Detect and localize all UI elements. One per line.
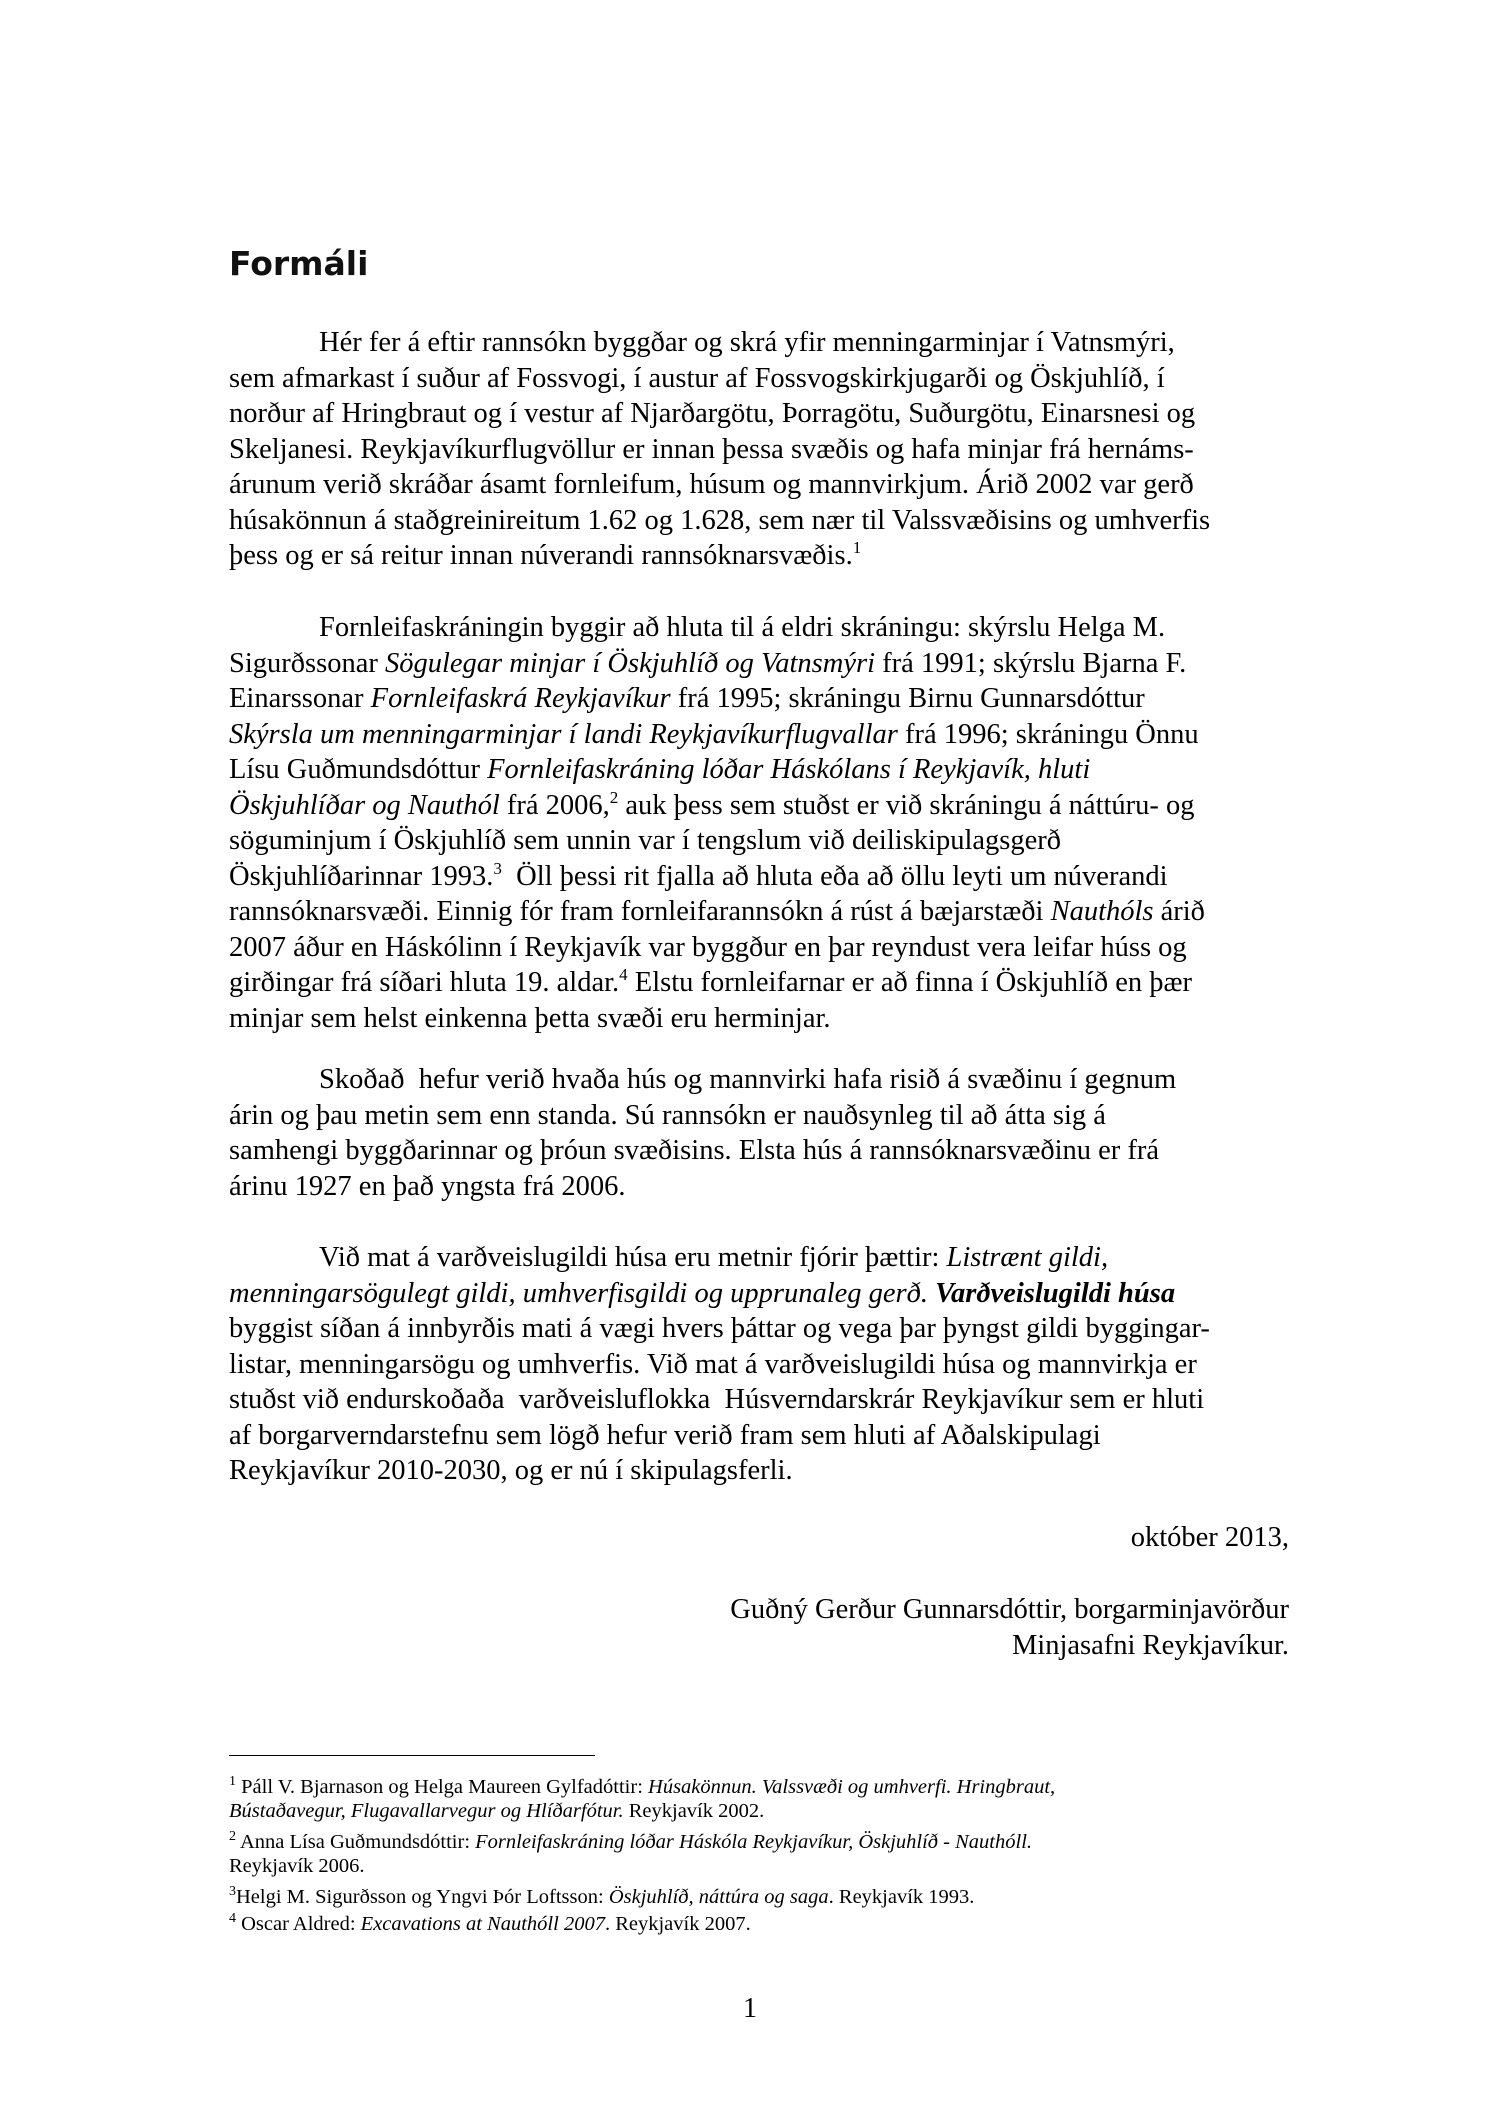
paragraph-line — [229, 1276, 1289, 1312]
paragraph-line: listar, menningarsögu og umhverfis. Við mat á varðveislugildi húsa og mannvirkja er — [229, 1348, 1197, 1380]
italic-title: Bústaðavegur, Flugavallarvegur og Hlíðarfótur. — [229, 1800, 624, 1822]
footnote-number: 2 — [229, 1829, 236, 1844]
text-run: Sigurðssonar — [229, 647, 385, 679]
paragraph-line: norður af Hringbraut og í vestur af Njarðargötu, Þorragötu, Suðurgötu, Einarsnesi og — [229, 398, 1196, 429]
page-number: 1 — [743, 1993, 757, 2024]
text-run: Öskjuhlíðarinnar 1993. — [229, 860, 494, 892]
paragraph-line: árinu 1927 en það yngsta frá 2006. — [229, 1170, 626, 1202]
italic-title: Fornleifaskrá Reykjavíkur — [370, 683, 671, 714]
paragraph-line: árunum verið skráðar ásamt fornleifum, húsum og mannvirkjum. Árið 2002 var gerð — [229, 469, 1194, 500]
paragraph-line: Skeljanesi. Reykjavíkurflugvöllur er innan þessa svæðis og hafa minjar frá hernáms- — [229, 433, 1194, 465]
paragraph-line: árin og þau metin sem enn standa. Sú rannsókn er nauðsynleg til að átta sig á — [229, 1099, 1106, 1131]
text-run: girðingar frá síðari hluta 19. aldar. — [229, 967, 620, 998]
paragraph-line — [229, 894, 1289, 930]
text-run: Helgi M. Sigurðsson og Yngvi Þór Loftsson: — [236, 1886, 609, 1908]
paragraph-line — [229, 859, 1289, 895]
footnote-number: 4 — [229, 1911, 236, 1926]
paragraph-1 — [229, 325, 1289, 574]
footnote-number: 3 — [229, 1884, 236, 1899]
text-run: Lísu Guðmundsdóttur — [229, 754, 488, 785]
paragraph-line — [229, 788, 1289, 824]
italic-title: Sögulegar minjar í Öskjuhlíð og Vatnsmýri — [384, 647, 876, 679]
text-run: . Reykjavík 1993. — [828, 1886, 975, 1908]
paragraph-line — [229, 965, 1289, 1001]
italic-text: Listrænt gildi, — [946, 1242, 1109, 1273]
paragraph-line: af borgarverndarstefnu sem lögð hefur verið fram sem hluti af Aðalskipulagi — [229, 1419, 1101, 1451]
text-run: þess og er sá reitur innan núverandi rannsóknarsvæðis. — [229, 540, 853, 571]
italic-title: Nauthóls — [1050, 896, 1154, 927]
text-run: Páll V. Bjarnason og Helga Maureen Gylfadóttir: — [236, 1776, 649, 1798]
bold-italic-text: Varðveislugildi húsa — [935, 1277, 1176, 1309]
text-run: frá 1996; skráningu Önnu — [897, 718, 1199, 750]
italic-title: Excavations at Nauthóll 2007 — [360, 1913, 605, 1935]
paragraph-line: sem afmarkast í suður af Fossvogi, í austur af Fossvogskirkjugarði og Öskjuhlíð, í — [229, 362, 1165, 394]
paragraph-line: Fornleifaskráningin byggir að hluta til á eldri skráningu: skýrslu Helga M. — [319, 612, 1166, 643]
paragraph-line — [229, 752, 1289, 788]
text-run: Anna Lísa Guðmundsdóttir: — [236, 1831, 476, 1853]
text-run: Einarssonar — [229, 683, 371, 714]
italic-title: Öskjuhlíð, náttúra og saga — [608, 1886, 829, 1908]
text-run: Við mat á varðveislugildi húsa eru metnir fjórir þættir: — [319, 1242, 947, 1273]
footnote-4 — [229, 1912, 751, 1936]
footnote-separator — [229, 1755, 595, 1756]
text-run: Öll þessi rit fjalla að hluta eða að öllu leyti um núverandi — [501, 860, 1168, 892]
signature-name: Guðný Gerður Gunnarsdóttir, borgarminjavörður — [730, 1594, 1289, 1625]
italic-title: Húsakönnun. Valssvæði og umhverfi. Hringbraut, — [648, 1776, 1056, 1798]
paragraph-line: stuðst við endurskoðaða varðveisluflokka Húsverndarskrár Reykjavíkur sem er hluti — [229, 1384, 1205, 1415]
italic-text: menningarsögulegt gildi, umhverfisgildi og upprunaleg gerð. — [229, 1277, 929, 1309]
footnote-1 — [229, 1775, 1055, 1823]
footnote-3 — [229, 1885, 974, 1909]
footnote-ref-4[interactable]: 4 — [619, 965, 628, 984]
text-run: árið — [1153, 896, 1205, 927]
paragraph-line: Hér fer á eftir rannsókn byggðar og skrá yfir menningarminjar í Vatnsmýri, — [319, 327, 1175, 358]
text-run: frá 1995; skráningu Birnu Gunnarsdóttur — [670, 683, 1145, 714]
paragraph-line: húsakönnun á staðgreinireitum 1.62 og 1.628, sem nær til Valssvæðisins og umhverfis — [229, 504, 1211, 536]
text-run: auk þess sem stuðst er við skráningu á náttúru- og — [618, 789, 1195, 821]
italic-title: Skýrsla um menningarminjar í landi Reykjavíkurflugvallar — [229, 718, 898, 750]
text-run: frá 1991; skýrslu Bjarna F. — [875, 647, 1187, 679]
text-run: Reykjavík 2002. — [623, 1800, 765, 1822]
paragraph-line: Skoðað hefur verið hvaða hús og mannvirki hafa risið á svæðinu í gegnum — [319, 1064, 1177, 1095]
paragraph-line: byggist síðan á innbyrðis mati á vægi hvers þáttar og vega þar þyngst gildi byggingar- — [229, 1313, 1210, 1344]
paragraph-2 — [229, 610, 1289, 1036]
paragraph-line: 2007 áður en Háskólinn í Reykjavík var byggður en þar reyndust vera leifar húss og — [229, 931, 1187, 963]
paragraph-line — [229, 717, 1289, 753]
italic-title: Fornleifaskráning lóðar Háskóla Reykjavíkur, Öskjuhlíð - Nauthóll. — [475, 1831, 1033, 1853]
footnote-ref-1[interactable]: 1 — [852, 538, 862, 557]
italic-title: Öskjuhlíðar og Nauthól — [229, 789, 500, 821]
text-run: . Reykjavík 2007. — [604, 1913, 751, 1935]
text-run: Oscar Aldred: — [236, 1913, 361, 1935]
paragraph-line — [229, 1240, 1289, 1276]
text-run: Reykjavík 2006. — [229, 1855, 365, 1877]
paragraph-line — [229, 681, 1289, 717]
footnote-2 — [229, 1830, 1032, 1878]
paragraph-line: söguminjum í Öskjuhlíð sem unnin var í tengslum við deiliskipulagsgerð — [229, 825, 1061, 856]
paragraph-line — [229, 646, 1289, 682]
page-title: Formáli — [229, 244, 369, 283]
signature-institution: Minjasafni Reykjavíkur. — [1011, 1630, 1289, 1661]
footnote-ref-3[interactable]: 3 — [493, 858, 502, 878]
paragraph-line — [229, 538, 1289, 574]
footnote-ref-2[interactable]: 2 — [609, 787, 619, 807]
date-line: október 2013, — [1130, 1522, 1289, 1553]
text-run: Elstu fornleifarnar er að finna í Öskjuhlíð en þær — [627, 967, 1192, 998]
paragraph-3 — [229, 1062, 1289, 1204]
text-run: frá 2006, — [499, 789, 610, 821]
paragraph-line: minjar sem helst einkenna þetta svæði eru herminjar. — [229, 1002, 831, 1034]
text-run: rannsóknarsvæði. Einnig fór fram fornleifarannsókn á rúst á bæjarstæði — [229, 896, 1051, 927]
footnote-number: 1 — [229, 1774, 236, 1789]
paragraph-line: samhengi byggðarinnar og þróun svæðisins. Elsta hús á rannsóknarsvæðinu er frá — [229, 1135, 1160, 1166]
italic-title: Fornleifaskráning lóðar Háskólans í Reykjavík, hluti — [487, 754, 1091, 785]
paragraph-4 — [229, 1240, 1289, 1489]
paragraph-line: Reykjavíkur 2010-2030, og er nú í skipulagsferli. — [229, 1455, 793, 1486]
